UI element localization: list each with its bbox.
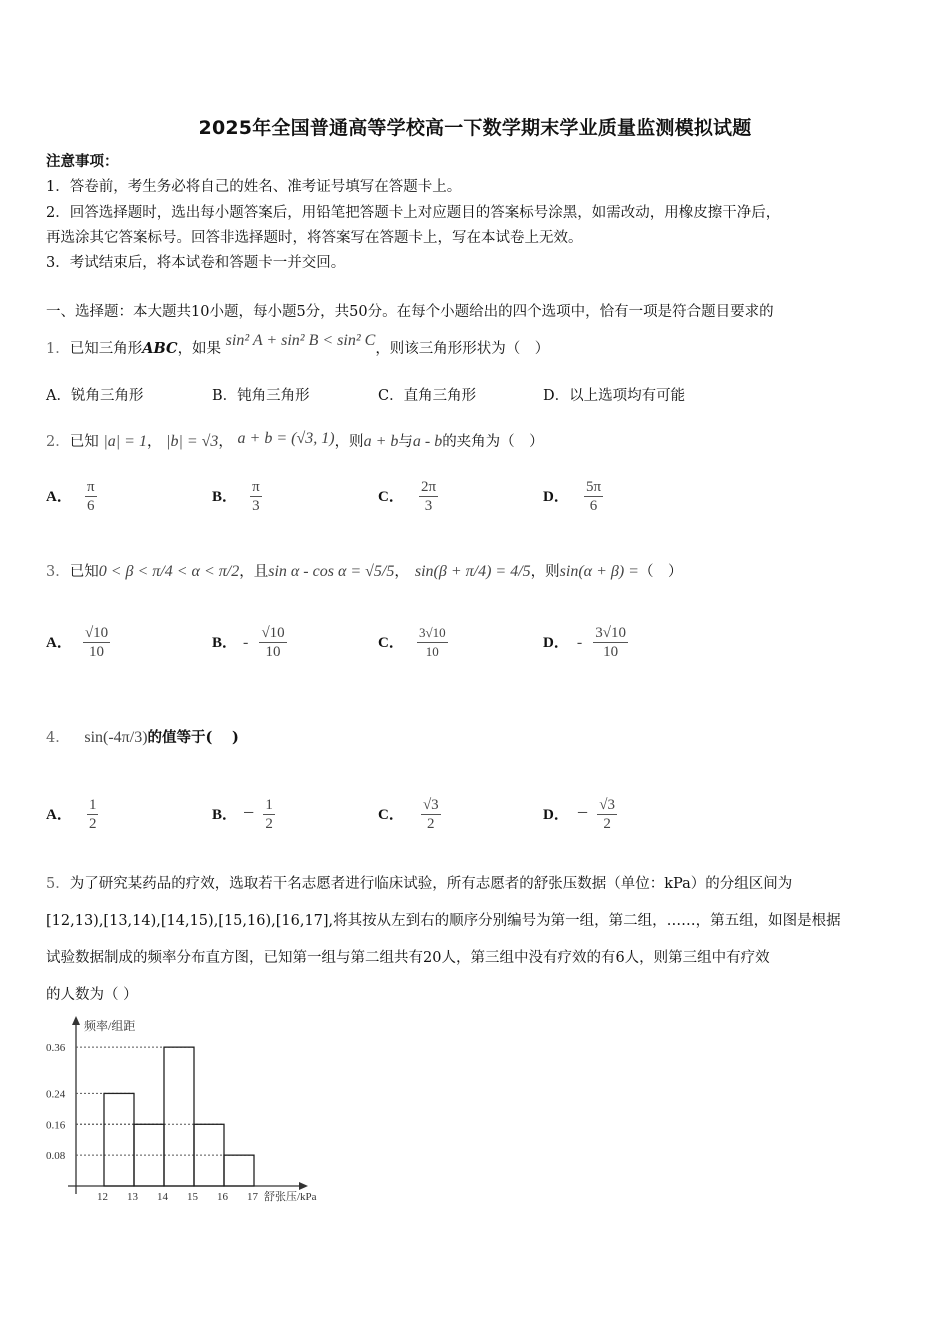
option-d [543,478,603,515]
x-tick-label: 15 [187,1191,198,1203]
q3-eq-1: sin α - cos α = √5/5 [268,563,395,580]
x-tick-label: 12 [97,1191,108,1203]
q3-cond: 0 < β < π/4 < α < π/2 [98,563,240,580]
option-a [46,478,97,515]
y-axis-label: 频率/组距 [84,1019,136,1033]
numerator: 2π [420,479,437,495]
fraction [417,624,448,661]
q1-mid: ，如果 [177,341,222,357]
fraction [87,796,99,833]
option-d [543,796,617,833]
q2-pre: 已知 [69,434,99,450]
option-label: D． [543,489,569,505]
option-c [378,624,448,661]
denominator: 2 [88,816,97,832]
y-axis-arrow [72,1016,80,1025]
numerator: 1 [265,797,273,813]
notice-item: 3．考试结束后，将本试卷和答题卡一并交回。 [46,255,346,271]
numerator: √10 [261,625,285,641]
denominator: 2 [265,816,273,832]
x-tick-label: 13 [127,1191,138,1203]
question-number: 2． [46,434,70,450]
numerator: √3 [599,797,615,813]
option-label: A． [46,807,72,823]
q3-eq-2: sin(β + π/4) = 4/5 [414,563,531,580]
histogram-chart [40,1012,350,1208]
denominator: 6 [589,498,598,514]
denominator: 3 [252,498,260,514]
fraction [419,478,438,515]
option-c: C．直角三角形 [378,388,477,404]
option-b [212,624,287,661]
question-number: 5． [46,876,70,892]
option-b [212,478,262,515]
numerator: 5π [585,479,602,495]
numerator: √3 [422,797,439,813]
denominator: 10 [265,644,281,660]
fraction [597,796,617,833]
q2-then: ，则 [334,434,364,450]
option-label: D． [543,807,569,823]
option-label: C． [378,635,404,651]
option-d [543,624,628,661]
denominator: 2 [603,816,611,832]
q1-formula: sin² A + sin² B < sin² C [225,332,376,349]
y-tick-label: 0.16 [46,1119,66,1132]
sign: − [243,802,255,824]
fraction [259,624,286,661]
fraction [593,624,628,661]
option-label: C． [378,489,404,505]
denominator: 6 [86,498,95,514]
x-axis-label: 舒张压/kPa [264,1191,317,1203]
question-5-line: 试验数据制成的频率分布直方图，已知第一组与第二组共有20人，第三组中没有疗效的有6人，则第三组中有疗效 [46,950,770,966]
notice-item: 1．答卷前，考生务必将自己的姓名、准考证号填写在答题卡上。 [46,179,462,195]
option-label: B． [212,489,238,505]
question-5-line: 的人数为（ ） [46,987,138,1003]
question-4 [46,728,239,748]
question-2: 2．已知 |a| = 1， |b| = √3， a + b = (√3, 1)，则a + b与a - b的夹角为（ ） [46,430,544,450]
numerator: 1 [88,797,97,813]
question-number: 4． [46,730,70,746]
q2-with: 与 [398,434,413,450]
y-tick-label: 0.08 [46,1150,66,1163]
q3-then: ，则 [530,564,560,580]
numerator: π [252,479,260,495]
q3-pre: 已知 [69,564,99,580]
option-c [378,796,441,833]
q2-cond-3: a + b = (√3, 1) [237,430,335,447]
fraction [584,478,603,515]
sign: - [576,634,583,651]
option-b [212,796,275,833]
q2-cond-2: |b| = √3 [166,433,219,450]
section-heading: 一、选择题：本大题共10小题，每小题5分，共50分。在每个小题给出的四个选项中，恰有一项是符合题目要求的 [46,304,774,320]
numerator: π [86,479,95,495]
option-a: A．锐角三角形 [46,388,144,404]
fraction [263,796,275,833]
numerator: 3√10 [417,624,448,643]
notice-heading: 注意事项： [46,153,119,170]
option-b: B．钝角三角形 [212,388,310,404]
q2-post: 的夹角为（ ） [442,434,544,450]
question-number: 3． [46,564,70,580]
option-d: D．以上选项均有可能 [543,388,686,404]
option-label: D． [543,635,569,651]
option-a [46,624,110,661]
page-title: 2025年全国普通高等学校高一下数学期末学业质量监测模拟试题 [198,117,752,139]
x-tick-label: 16 [217,1191,228,1203]
q3-post: （ ） [638,564,683,580]
option-label: A． [46,635,72,651]
fraction [83,624,110,661]
denominator: 10 [89,644,105,660]
q5-text: 为了研究某药品的疗效，选取若干名志愿者进行临床试验，所有志愿者的舒张压数据（单位：kPa）的分组区间为 [69,876,793,892]
q2-cond-1: |a| = 1 [103,433,147,450]
q2-vec-1: a + b [363,433,399,450]
notice-item: 2．回答选择题时，选出每小题答案后，用铅笔把答题卡上对应题目的答案标号涂黑，如需改动，用橡皮擦干净后， [46,205,781,221]
option-label: B． [212,635,238,651]
denominator: 3 [424,498,433,514]
numerator: √10 [84,625,109,641]
question-5-line: [12,13),[13,14),[14,15),[15,16),[16,17],将其按从左到右的顺序分别编号为第一组，第二组，……，第五组，如图是根据 [46,913,841,929]
option-label: A． [46,489,72,505]
histogram-bar [164,1047,194,1186]
q3-ask: sin(α + β) = [559,563,639,580]
fraction [421,796,441,833]
y-tick-label: 0.36 [46,1042,66,1055]
fraction [85,478,97,515]
denominator: 10 [603,644,619,660]
x-tick-label: 17 [247,1191,258,1203]
histogram-bar [104,1093,134,1186]
notice-item: 再选涂其它答案标号。回答非选择题时，将答案写在答题卡上，写在本试卷上无效。 [46,230,583,246]
sign: - [243,634,249,651]
histogram-bar [224,1155,254,1186]
x-axis-arrow [299,1182,308,1190]
option-a [46,796,98,833]
question-1 [46,332,550,359]
question-number: 1． [46,341,70,357]
q4-post: 的值等于( ) [147,729,239,746]
denominator: 10 [425,644,439,659]
q2-vec-2: a - b [412,433,443,450]
q3-and: ，且 [239,564,269,580]
fraction [250,478,262,515]
q4-expr: sin(-4π/3) [84,729,148,746]
denominator: 2 [427,816,435,832]
y-tick-label: 0.24 [46,1088,66,1101]
option-c [378,478,438,515]
sign: − [576,802,589,824]
question-3: 3．已知0 < β < π/4 < α < π/2，且sin α - cos α = √5/5， sin(β + π/4) = 4/5，则sin(α + β) =（ ） [46,563,683,580]
option-label: B． [212,807,238,823]
option-label: C． [378,807,404,823]
x-tick-label: 14 [157,1191,168,1203]
q1-pre: 已知三角形 [69,341,143,357]
q1-post: ，则该三角形形状为（ ） [375,341,550,357]
numerator: 3√10 [595,625,626,641]
question-5-line [46,874,792,894]
q1-abc: ABC [142,340,178,357]
